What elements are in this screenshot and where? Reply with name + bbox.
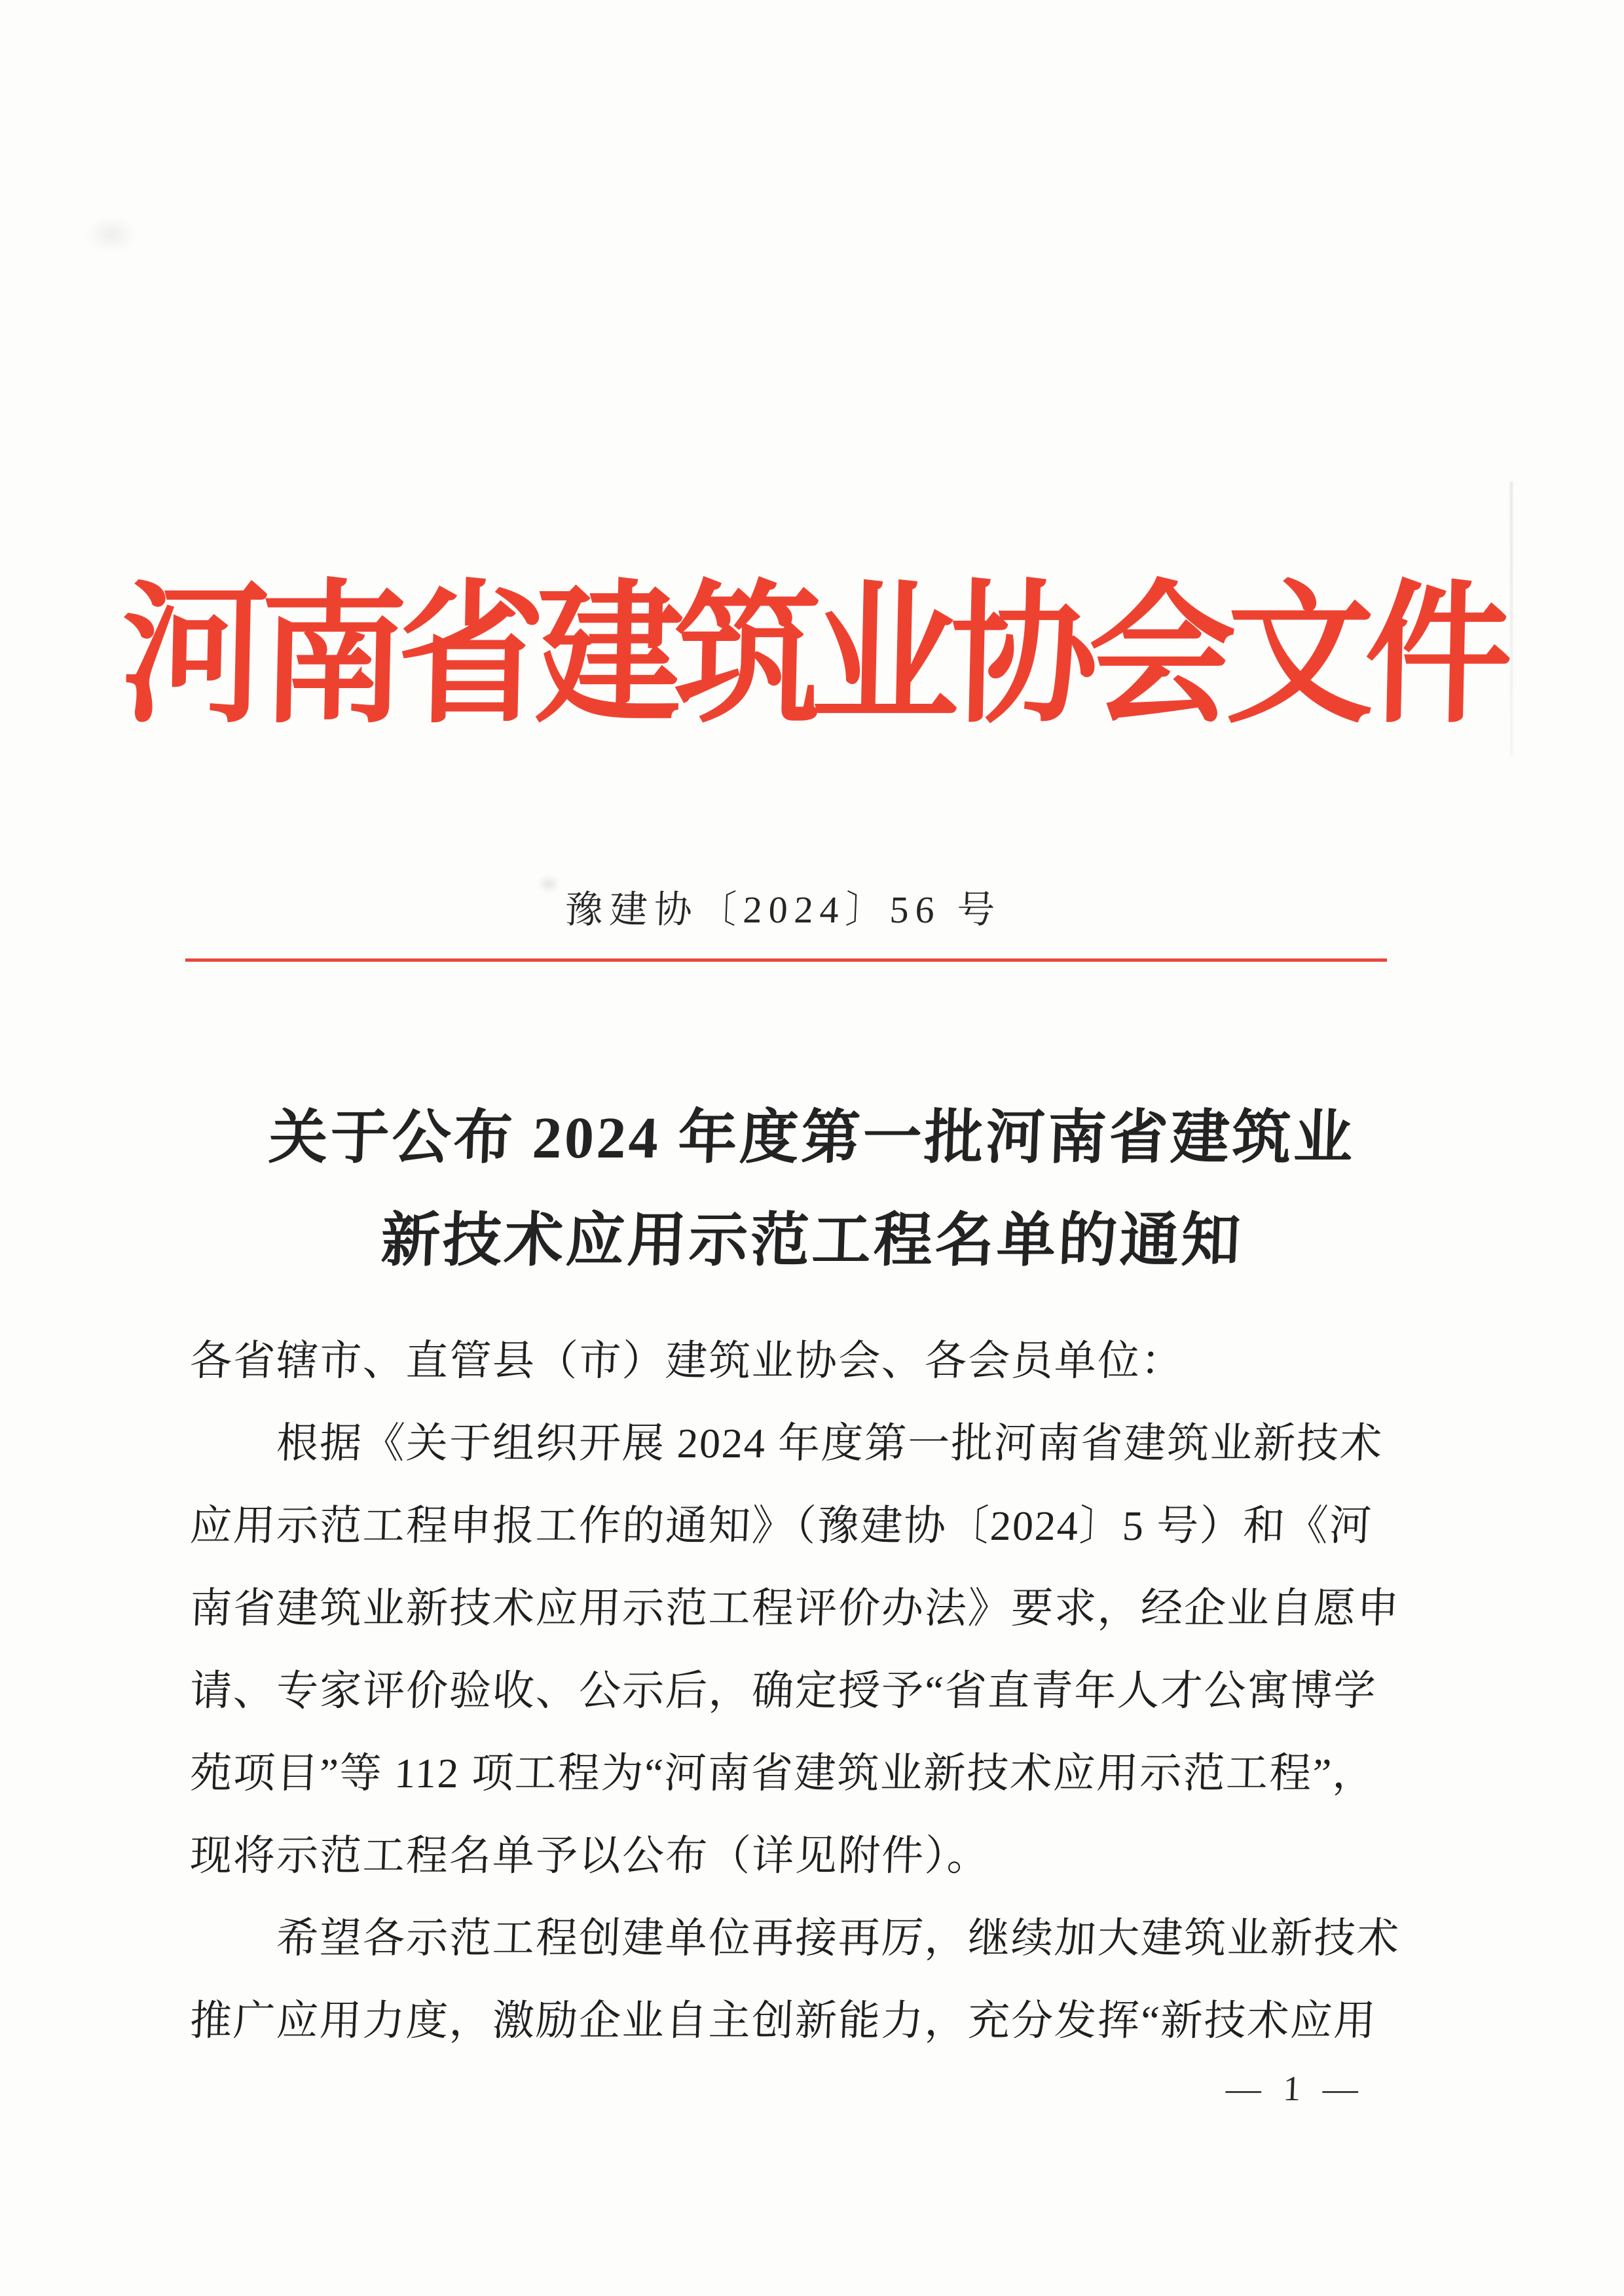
- body-line: 推广应用力度，激励企业自主创新能力，充分发挥“新技术应用: [189, 1997, 1378, 2044]
- scan-artifact-smudge: [85, 216, 138, 253]
- letterhead-title: 河南省建筑业协会文件: [119, 571, 1505, 741]
- notice-title-line-1: 关于公布 2024 年度第一批河南省建筑业: [267, 1106, 1357, 1171]
- body-line: 现将示范工程名单予以公布（详见附件）。: [189, 1832, 991, 1879]
- notice-title: [0, 1087, 1624, 1292]
- body-line: 苑项目”等 112 项工程为“河南省建筑业新技术应用示范工程”，: [189, 1750, 1377, 1796]
- document-number: 豫建协〔2024〕56 号: [564, 888, 1003, 931]
- page-number: — 1 —: [1225, 2069, 1366, 2108]
- red-divider-line: [185, 958, 1387, 962]
- body-line: 请、专家评价验收、公示后，确定授予“省直青年人才公寓博学: [189, 1667, 1378, 1714]
- body-text: [190, 1320, 1401, 2062]
- body-line: 应用示范工程申报工作的通知》（豫建协〔2024〕5 号）和《河: [189, 1503, 1374, 1549]
- notice-title-line-2: 新技术应用示范工程名单的通知: [380, 1209, 1244, 1273]
- body-line: 各省辖市、直管县（市）建筑业协会、各会员单位：: [189, 1338, 1185, 1384]
- body-line: 南省建筑业新技术应用示范工程评价办法》要求，经企业自愿申: [189, 1585, 1401, 1631]
- body-line: 根据《关于组织开展 2024 年度第一批河南省建筑业新技术: [275, 1420, 1384, 1467]
- body-line: 希望各示范工程创建单位再接再厉，继续加大建筑业新技术: [275, 1915, 1401, 1961]
